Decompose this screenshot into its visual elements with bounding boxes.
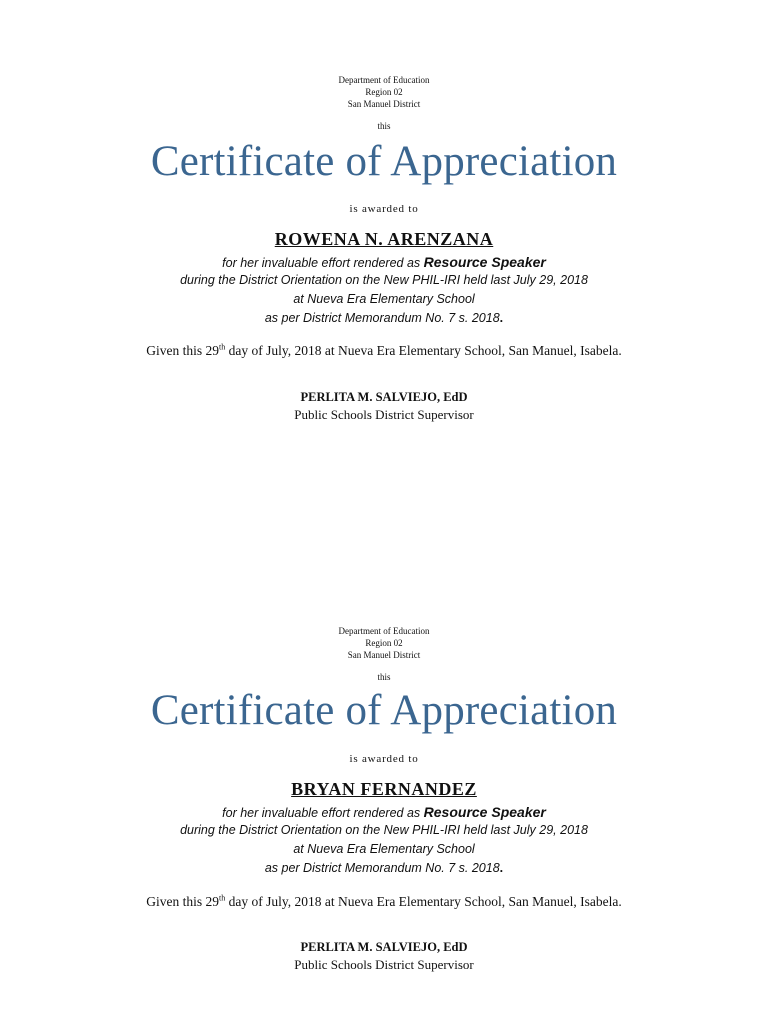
effort-prefix: for her invaluable effort rendered as [222,806,424,820]
district-name: San Manuel District [347,650,421,660]
recipient-name: ROWENA N. ARENZANA [274,229,494,249]
signer-name: PERLITA M. SALVIEJO, EdD [300,940,468,954]
memo-line [0,861,768,875]
awarded-to-label: is awarded to [349,753,419,765]
memo-text: as per District Memorandum No. 7 s. 2018 [264,861,500,875]
role-label: Resource Speaker [423,804,546,820]
role-label: Resource Speaker [423,254,546,270]
event-line: during the District Orientation on the New PHIL-IRI held last July 29, 2018 [180,823,588,837]
certificate-title: Certificate of Appreciation [150,138,618,185]
given-suffix: day of July, 2018 at Nueva Era Elementary School, San Manuel, Isabela. [225,343,622,358]
effort-prefix: for her invaluable effort rendered as [222,256,424,270]
given-prefix: Given this 29 [146,894,219,909]
this-label: this [377,121,391,131]
given-line [0,894,768,910]
effort-line [0,804,768,820]
given-prefix: Given this 29 [146,343,219,358]
memo-period: . [499,311,504,325]
recipient-name: BRYAN FERNANDEZ [291,779,477,799]
region-name: Region 02 [365,87,403,97]
memo-text: as per District Memorandum No. 7 s. 2018 [264,311,500,325]
memo-line [0,311,768,325]
signer-name: PERLITA M. SALVIEJO, EdD [300,390,468,404]
memo-period: . [499,861,504,875]
signer-position: Public Schools District Supervisor [294,407,474,422]
certificate-title: Certificate of Appreciation [150,687,618,734]
given-line [0,343,768,359]
region-name: Region 02 [365,638,403,648]
department-name: Department of Education [338,75,430,85]
venue-line: at Nueva Era Elementary School [293,292,475,306]
this-label: this [377,672,391,682]
effort-line [0,254,768,270]
awarded-to-label: is awarded to [349,203,419,215]
given-suffix: day of July, 2018 at Nueva Era Elementary School, San Manuel, Isabela. [225,894,622,909]
signer-position: Public Schools District Supervisor [294,957,474,972]
event-line: during the District Orientation on the New PHIL-IRI held last July 29, 2018 [180,273,588,287]
certificate-2 [0,551,768,991]
given-ordinal: th [219,342,226,352]
district-name: San Manuel District [347,99,421,109]
certificate-1 [0,0,768,440]
venue-line: at Nueva Era Elementary School [293,842,475,856]
given-ordinal: th [219,893,226,903]
department-name: Department of Education [338,626,430,636]
